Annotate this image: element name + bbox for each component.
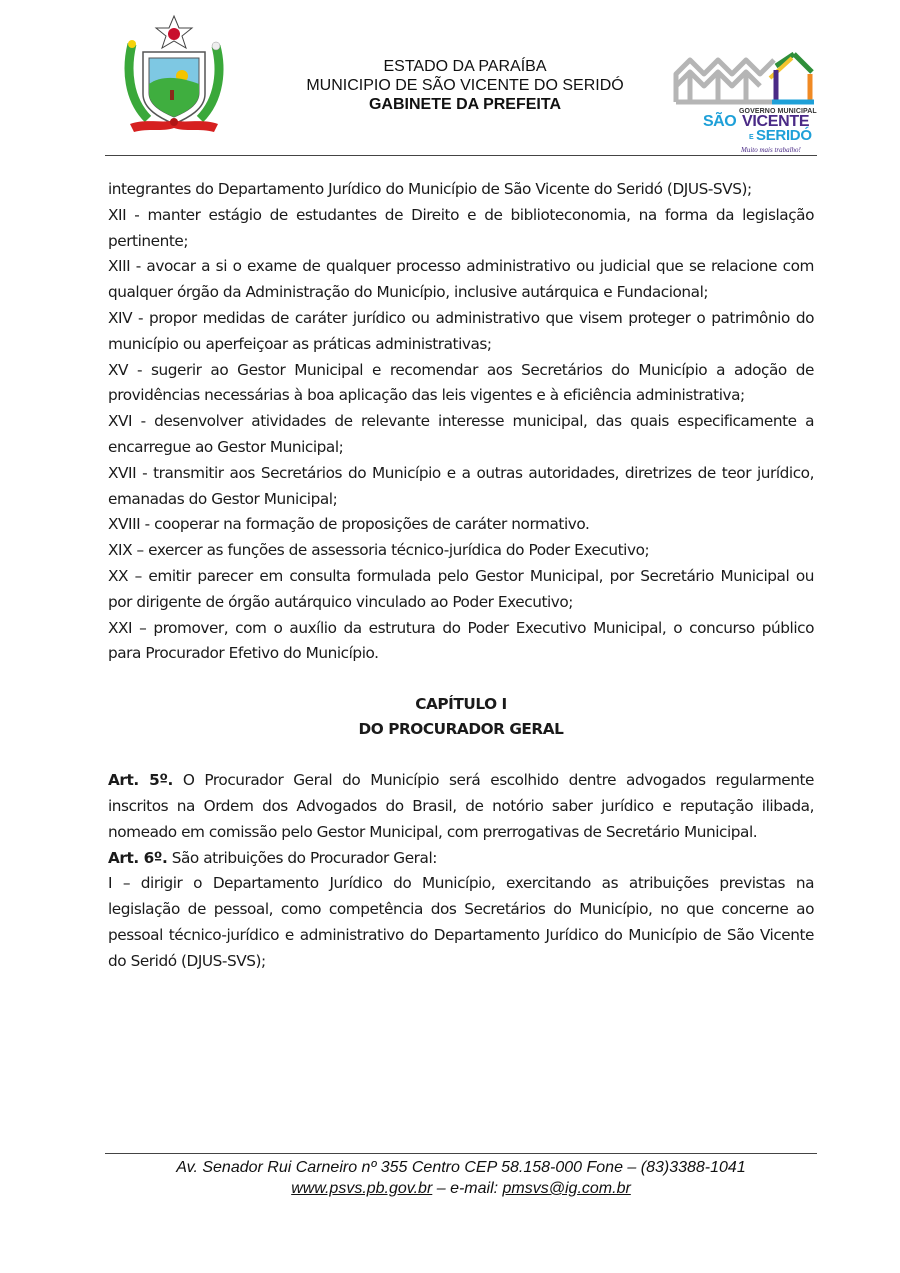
paragraph: XXI – promover, com o auxílio da estrutura do Poder Executivo Municipal, o concurso público para Procurador Efetivo do Município. bbox=[108, 618, 814, 663]
chapter-heading bbox=[108, 692, 814, 742]
website-link[interactable]: www.psvs.pb.gov.br bbox=[291, 1180, 433, 1197]
logo-word-serido: SERIDÓ bbox=[756, 127, 812, 144]
paragraph: integrantes do Departamento Jurídico do Município de São Vicente do Seridó (DJUS-SVS); bbox=[108, 180, 752, 198]
paragraph: XVI - desenvolver atividades de relevante interesse municipal, das quais especificamente a encarregue ao Gestor Municipal; bbox=[108, 412, 814, 456]
paragraph: XIII - avocar a si o exame de qualquer processo administrativo ou judicial que se relacione com qualquer órgão da Administração do Município, inclusive autárquica e Fundacional; bbox=[108, 257, 814, 302]
article-6-text: São atribuições do Procurador Geral: bbox=[167, 848, 437, 867]
article-5 bbox=[108, 768, 814, 845]
municipality-name: MUNICIPIO DE SÃO VICENTE DO SERIDÓ bbox=[306, 77, 624, 94]
letterhead-title bbox=[270, 57, 660, 114]
state-name: ESTADO DA PARAÍBA bbox=[383, 58, 547, 75]
chapter-subtitle: DO PROCURADOR GERAL bbox=[358, 720, 564, 739]
footer-divider bbox=[105, 1153, 817, 1154]
paragraph: XV - sugerir ao Gestor Municipal e recomendar aos Secretários do Município a adoção de providências necessárias à boa aplicação das leis vigentes e à eficiência administrativa; bbox=[108, 360, 814, 405]
paraiba-coat-of-arms-icon bbox=[118, 14, 230, 138]
chapter-title: CAPÍTULO I bbox=[415, 695, 507, 714]
document-body bbox=[108, 177, 814, 975]
logo-word-vicente: VICENTE bbox=[742, 113, 810, 130]
paragraph: XIV - propor medidas de caráter jurídico ou administrativo que visem proteger o patrimônio do município ou aperfeiçoar as práticas administrativas; bbox=[108, 308, 814, 353]
article-6-label: Art. 6º. bbox=[108, 848, 168, 867]
footer bbox=[105, 1157, 817, 1199]
paragraph: XVII - transmitir aos Secretários do Município e a outras autoridades, diretrizes de teor jurídico, emanadas do Gestor Municipal; bbox=[108, 463, 814, 508]
article-6-item-1: I – dirigir o Departamento Jurídico do Município, exercitando as atribuições previstas na legislação de pessoal, como competência dos Secretários do Município, no que concerne ao pessoal técnico-jurídico e administrativo do Departamento Jurídico do Município de São Vicente do Seridó (DJUS-SVS); bbox=[108, 874, 814, 970]
footer-contact bbox=[105, 1178, 817, 1199]
paragraph: XII - manter estágio de estudantes de Direito e de biblioteconomia, na forma da legislação pertinente; bbox=[108, 205, 814, 250]
article-5-text: O Procurador Geral do Município será escolhido dentre advogados regularmente inscritos na Ordem dos Advogados do Brasil, de notório saber jurídico e reputação ilibada, nomeado em comissão pelo Gestor Municipal, com prerrogativas de Secretário Municipal. bbox=[108, 771, 814, 841]
email-link[interactable]: pmsvs@ig.com.br bbox=[502, 1180, 631, 1197]
article-6 bbox=[108, 846, 814, 872]
paragraph: XVIII - cooperar na formação de proposições de caráter normativo. bbox=[108, 515, 590, 534]
header-divider bbox=[105, 155, 817, 156]
logo-slogan: Muito mais trabalho! bbox=[741, 146, 801, 154]
email-separator: – e-mail: bbox=[432, 1180, 503, 1197]
office-name: GABINETE DA PREFEITA bbox=[368, 96, 561, 113]
logo-word-e: E bbox=[749, 134, 754, 141]
paragraph: XX – emitir parecer em consulta formulada pelo Gestor Municipal, por Secretário Municipal ou por dirigente de órgão autárquico vinculado ao Poder Executivo; bbox=[108, 566, 814, 611]
paragraph: XIX – exercer as funções de assessoria técnico-jurídica do Poder Executivo; bbox=[108, 541, 650, 560]
article-5-label: Art. 5º. bbox=[108, 771, 173, 790]
footer-address: Av. Senador Rui Carneiro nº 355 Centro CEP 58.158-000 Fone – (83)3388-1041 bbox=[176, 1159, 746, 1176]
logo-word-sao: SÃO bbox=[703, 113, 737, 130]
logo-title: GOVERNO MUNICIPAL bbox=[739, 108, 817, 115]
